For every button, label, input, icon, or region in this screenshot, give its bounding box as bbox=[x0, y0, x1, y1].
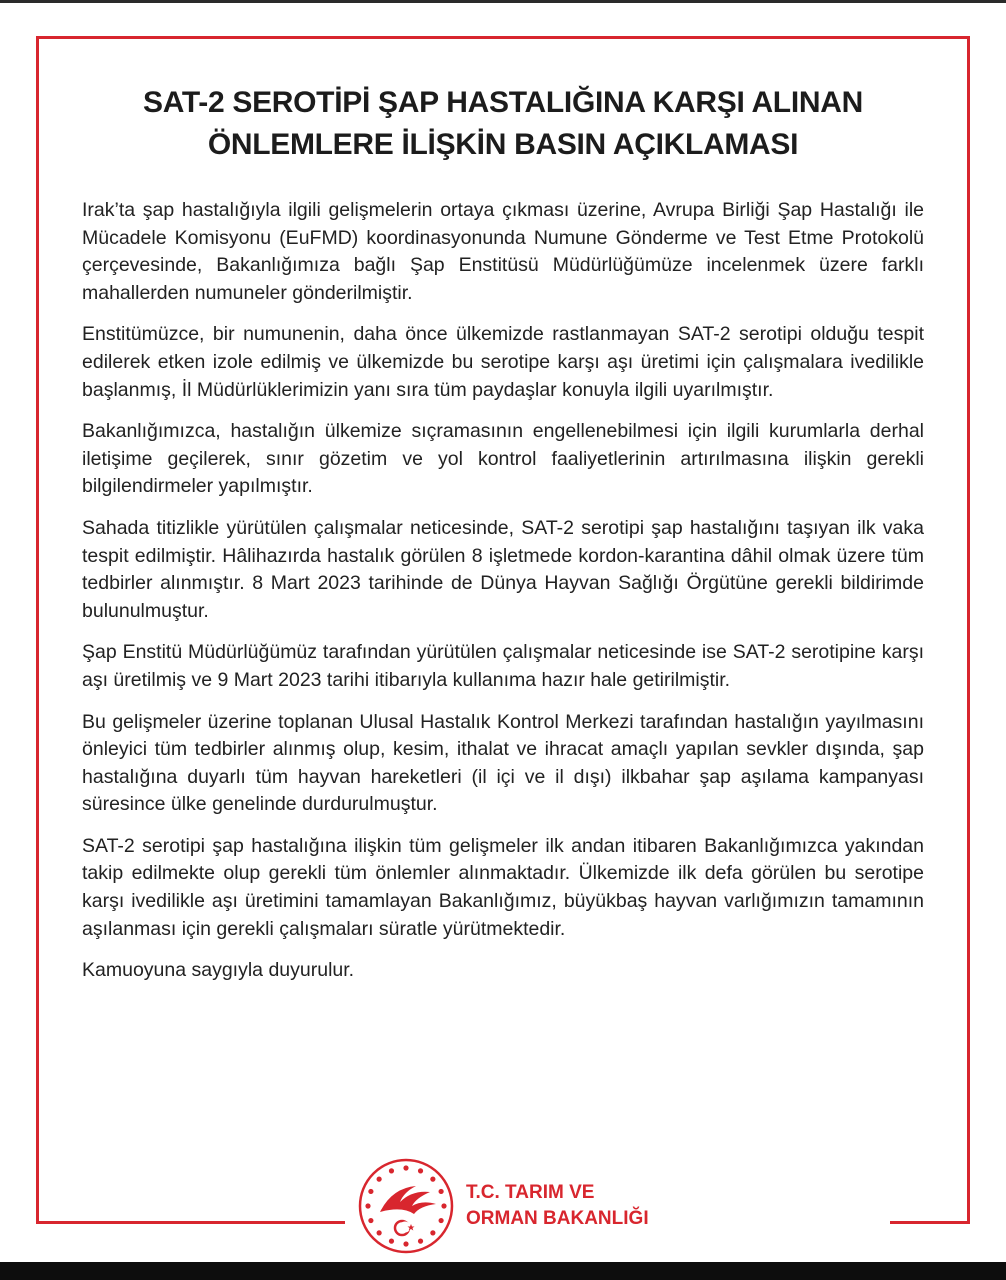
emblem-star bbox=[430, 1177, 435, 1182]
emblem-star bbox=[368, 1189, 373, 1194]
emblem-star bbox=[389, 1168, 394, 1173]
emblem-star bbox=[377, 1230, 382, 1235]
paragraph-7: SAT-2 serotipi şap hastalığına ilişkin tüm gelişmeler ilk andan itibaren Bakanlığımızca yakından takip edilmekte olup gerekli tüm önlemler alınmaktadır. Ülkemizde ilk defa görülen bu serotipe karşı ivedilikle aşı üretimini tamamlayan Bakanlığımız, büyükbaş hayvan varlığımızın tamamının aşılanması için gerekli çalışmaları süratle yürütmektedir. bbox=[82, 834, 924, 940]
title-line-1: SAT-2 SEROTİPİ ŞAP HASTALIĞINA KARŞI ALINAN bbox=[143, 86, 863, 119]
emblem-star bbox=[418, 1239, 423, 1244]
emblem-star bbox=[418, 1168, 423, 1173]
emblem-star bbox=[403, 1165, 408, 1170]
screen-bottom-edge bbox=[0, 1262, 1006, 1280]
paragraph-3: Bakanlığımızca, hastalığın ülkemize sıçramasının engellenebilmesi için ilgili kurumlarla derhal iletişime geçilerek, sınır gözetim ve yol kontrol faaliyetlerinin artırılmasına ilişkin gerekli bilgilendirmeler yapılmıştır. bbox=[82, 420, 924, 498]
emblem-star bbox=[377, 1177, 382, 1182]
screen-top-edge bbox=[0, 0, 1006, 3]
closing-line: Kamuoyuna saygıyla duyurulur. bbox=[82, 959, 355, 982]
emblem-star bbox=[439, 1218, 444, 1223]
ministry-name bbox=[466, 1180, 649, 1232]
press-release-body bbox=[82, 197, 924, 999]
ministry-emblem-icon bbox=[356, 1156, 456, 1256]
ministry-name-line-2: ORMAN BAKANLIĞI bbox=[466, 1208, 649, 1229]
paragraph-4: Sahada titizlikle yürütülen çalışmalar neticesinde, SAT-2 serotipi şap hastalığını taşıyan ilk vaka tespit edilmiştir. Hâlihazırda hastalık görülen 8 işletmede kordon-karantina dâhil olmak üzere tüm tedbirler alınmıştır. 8 Mart 2023 tarihinde de Dünya Hayvan Sağlığı Örgütüne gerekli bildirimde bulunulmuştur. bbox=[82, 516, 924, 622]
emblem-star bbox=[365, 1203, 370, 1208]
emblem-star bbox=[368, 1218, 373, 1223]
paragraph-5: Şap Enstitü Müdürlüğümüz tarafından yürütülen çalışmalar neticesinde ise SAT-2 serotipine karşı aşı üretilmiş ve 9 Mart 2023 tarihi itibarıyla kullanıma hazır hale getirilmiştir. bbox=[82, 641, 924, 691]
emblem-star bbox=[441, 1203, 446, 1208]
ministry-name-line-1: T.C. TARIM VE bbox=[466, 1182, 595, 1203]
emblem-star bbox=[389, 1239, 394, 1244]
emblem-star bbox=[439, 1189, 444, 1194]
emblem-star bbox=[430, 1230, 435, 1235]
paragraph-6: Bu gelişmeler üzerine toplanan Ulusal Hastalık Kontrol Merkezi tarafından hastalığın yayılmasını önleyici tüm tedbirler alınmış olup, kesim, ithalat ve ihracat amaçlı yapılan sevkler dışında, şap hastalığına duyarlı tüm hayvan hareketleri (il içi ve il dışı) ilkbahar şap aşılama kampanyası süresince ülke genelinde durdurulmuştur. bbox=[82, 710, 924, 816]
emblem-star bbox=[403, 1241, 408, 1246]
paragraph-1: Irak’ta şap hastalığıyla ilgili gelişmelerin ortaya çıkması üzerine, Avrupa Birliği Şap Hastalığı ile Mücadele Komisyonu (EuFMD) koordinasyonunda Numune Gönderme ve Test Etme Protokolü çerçevesinde, Bakanlığımıza bağlı Şap Enstitüsü Müdürlüğümüze incelenmek üzere farklı mahallerden numuneler gönderilmiştir. bbox=[82, 199, 924, 304]
page-title bbox=[60, 82, 946, 166]
title-line-2: ÖNLEMLERE İLİŞKİN BASIN AÇIKLAMASI bbox=[207, 128, 799, 161]
paragraph-2: Enstitümüzce, bir numunenin, daha önce ülkemizde rastlanmayan SAT-2 serotipi olduğu tespit edilerek etken izole edilmiş ve ülkemizde bu serotipe karşı aşı üretimi için çalışmalara ivedilikle başlanmış, İl Müdürlüklerimizin yanı sıra tüm paydaşlar konuyla ilgili uyarılmıştır. bbox=[82, 323, 924, 401]
